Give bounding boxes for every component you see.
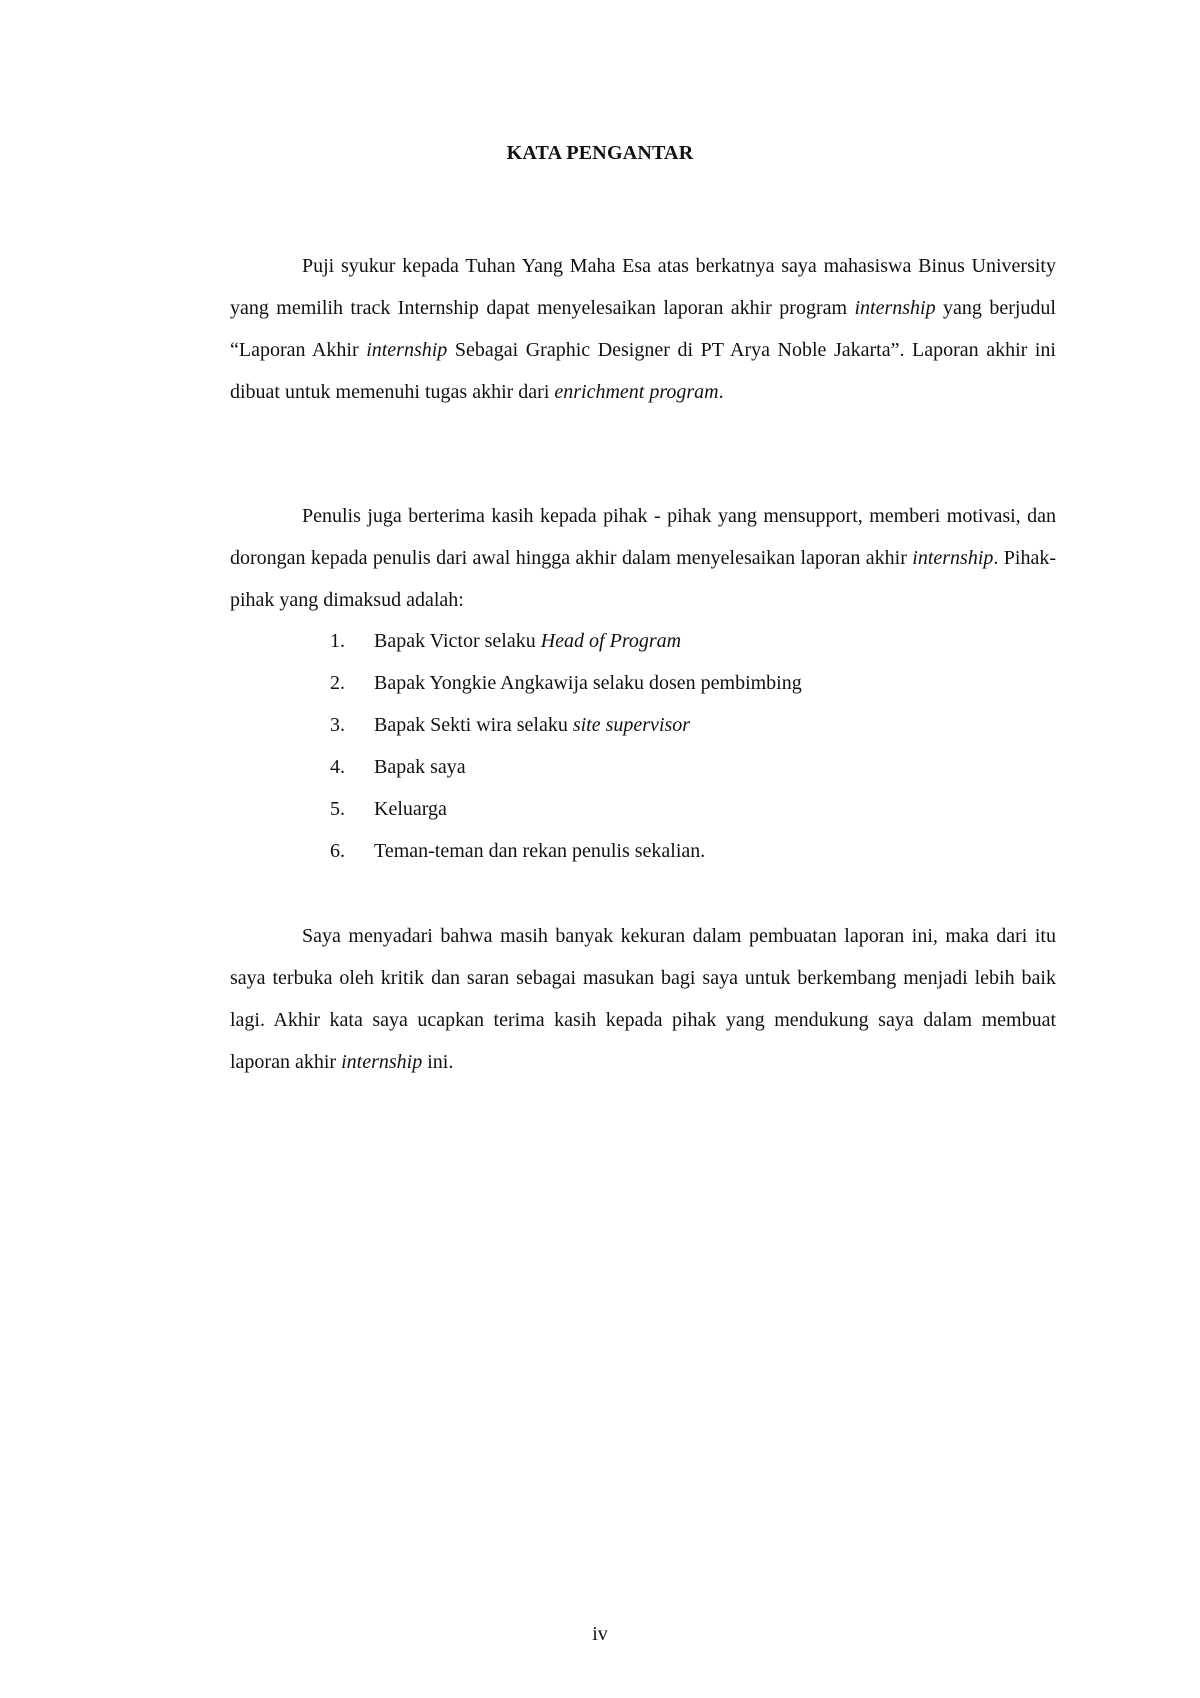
list-item-text: [374, 662, 802, 704]
page-title: KATA PENGANTAR: [506, 142, 694, 164]
list-item-italic: Head of Program: [540, 630, 682, 652]
list-item-italic: site supervisor: [572, 714, 691, 736]
paragraph-text: Penulis juga berterima kasih kepada pihak - pihak yang mensupport, memberi motivasi, dan dorongan kepada penulis dari awal hingga akhir dalam menyelesaikan laporan akhir: [230, 505, 1056, 569]
italic-term: enrichment program: [554, 381, 719, 403]
list-item: [330, 620, 1030, 662]
list-item-text: [374, 620, 681, 662]
list-item: [330, 662, 1030, 704]
list-item-text: [374, 746, 466, 788]
paragraph-text: Sebagai Graphic Designer di PT Arya Noble Jakarta”. Laporan akhir ini dibuat untuk memenuhi tugas akhir dari: [230, 339, 1056, 403]
list-item-number: 4.: [330, 756, 345, 778]
italic-term: internship: [341, 1051, 423, 1073]
list-item-number: 6.: [330, 840, 345, 862]
paragraph-text: Saya menyadari bahwa masih banyak kekuran dalam pembuatan laporan ini, maka dari itu saya terbuka oleh kritik dan saran sebagai masukan bagi saya untuk berkembang menjadi lebih baik lagi. Akhir kata saya ucapkan terima kasih kepada pihak yang mendukung saya dalam membuat laporan akhir: [230, 925, 1056, 1073]
list-item-text: [374, 788, 447, 830]
italic-term: internship: [854, 297, 936, 319]
list-item-plain: Bapak Victor selaku: [374, 630, 541, 652]
paragraph-text: ini.: [422, 1051, 454, 1073]
list-item: [330, 704, 1030, 746]
list-item-number: 5.: [330, 798, 345, 820]
paragraph-acknowledgement-intro: [230, 245, 1056, 413]
acknowledgement-list: [330, 620, 1030, 872]
list-item-plain: Bapak Sekti wira selaku: [374, 714, 573, 736]
list-item-number: 3.: [330, 714, 345, 736]
paragraph-text: .: [718, 381, 724, 403]
page-number: iv: [592, 1623, 608, 1645]
paragraph-thanks: [230, 495, 1056, 621]
list-item-number: 1.: [330, 630, 345, 652]
list-item-plain: Teman-teman dan rekan penulis sekalian.: [374, 840, 706, 862]
list-item-text: [374, 704, 690, 746]
list-item-plain: Bapak saya: [374, 756, 466, 778]
paragraph-text: . Pihak-pihak yang dimaksud adalah:: [230, 547, 1057, 611]
paragraph-text: yang berjudul “Laporan Akhir: [230, 297, 1056, 361]
list-item-text: [374, 830, 705, 872]
paragraph-text: Puji syukur kepada Tuhan Yang Maha Esa atas berkatnya saya mahasiswa Binus University yang memilih track Internship dapat menyelesaikan laporan akhir program: [230, 255, 1056, 319]
list-item: [330, 746, 1030, 788]
list-item-number: 2.: [330, 672, 345, 694]
list-item-plain: Keluarga: [374, 798, 447, 820]
list-item: [330, 788, 1030, 830]
italic-term: internship: [912, 547, 994, 569]
list-item-plain: Bapak Yongkie Angkawija selaku dosen pembimbing: [374, 672, 802, 694]
paragraph-closing: [230, 915, 1056, 1083]
italic-term: internship: [366, 339, 448, 361]
list-item: [330, 830, 1030, 872]
